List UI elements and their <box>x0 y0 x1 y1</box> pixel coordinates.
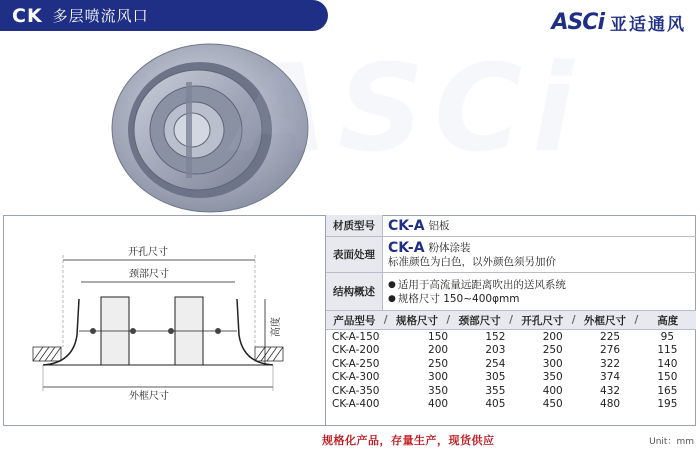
brand-name: 亚适通风 <box>610 15 686 35</box>
unit-label: Unit：mm <box>649 437 694 447</box>
cell: 432 <box>600 384 621 397</box>
header-neck: 颈部尺寸 <box>458 314 501 327</box>
cell: 300 <box>542 357 563 370</box>
cell: 405 <box>485 398 506 411</box>
frame-label: 外框尺寸 <box>129 391 169 402</box>
cell: 150 <box>657 371 678 384</box>
cell: 450 <box>542 398 563 411</box>
structure-row <box>326 273 696 311</box>
cell: 480 <box>600 398 621 411</box>
cutout-label: 开孔尺寸 <box>128 247 168 258</box>
header-spec: 规格尺寸 <box>396 314 438 327</box>
size-table-body <box>326 330 696 411</box>
material-row <box>326 215 696 237</box>
cell: 374 <box>600 371 621 384</box>
cell: 400 <box>542 384 563 397</box>
finish-label: 表面处理 <box>326 237 383 272</box>
cell: 350 <box>428 384 449 397</box>
cell-model: CK-A-400 <box>332 398 380 411</box>
brand-logo <box>551 10 686 35</box>
cell: 200 <box>542 330 563 343</box>
cell-model: CK-A-300 <box>332 371 380 384</box>
cell: 200 <box>428 344 449 357</box>
cell: 140 <box>657 357 678 370</box>
material-model: CK-A <box>388 217 425 234</box>
cell: 355 <box>485 384 506 397</box>
table-row <box>326 344 696 358</box>
cell-model: CK-A-150 <box>332 330 380 343</box>
cell-model: CK-A-250 <box>332 357 380 370</box>
cell: 95 <box>660 330 675 343</box>
height-label: 高度 <box>271 317 282 337</box>
spec-table <box>325 215 696 426</box>
structure-label: 结构概述 <box>326 273 383 310</box>
bullet-icon: ● <box>388 293 396 304</box>
header-model: 产品型号 <box>333 314 376 327</box>
product-code: CK <box>12 4 43 27</box>
cell: 115 <box>657 344 678 357</box>
table-row <box>326 384 696 398</box>
bullet-icon: ● <box>388 279 396 290</box>
cell: 254 <box>485 357 506 370</box>
header-frame: 外框尺寸 <box>584 314 627 327</box>
cell-model: CK-A-350 <box>332 384 380 397</box>
cell: 250 <box>428 357 449 370</box>
footer-slogan: 规格化产品，存量生产，现货供应 <box>322 434 495 447</box>
structure-point-2: 规格尺寸 150~400φmm <box>397 292 520 305</box>
header-height: 高度 <box>657 314 679 327</box>
header-cutout: 开孔尺寸 <box>521 314 564 327</box>
cell: 305 <box>485 371 506 384</box>
cell: 150 <box>428 330 449 343</box>
cell: 350 <box>542 371 563 384</box>
material-label: 材质型号 <box>326 215 383 236</box>
finish-note: 标准颜色为白色，以外颜色须另加价 <box>388 255 556 268</box>
watermark: ASCi <box>235 40 584 179</box>
cell: 400 <box>428 398 449 411</box>
cell: 300 <box>428 371 449 384</box>
cell: 276 <box>600 344 621 357</box>
cell: 225 <box>600 330 621 343</box>
finish-coating: 粉体涂装 <box>428 241 471 254</box>
structure-point-1: 适用于高流量远距离吹出的送风系统 <box>397 278 566 291</box>
table-row <box>326 371 696 385</box>
cell: 250 <box>542 344 563 357</box>
cell: 203 <box>485 344 506 357</box>
cell: 195 <box>657 398 678 411</box>
cell: 152 <box>485 330 506 343</box>
cell: 165 <box>657 384 678 397</box>
cell-model: CK-A-200 <box>332 344 380 357</box>
title-banner <box>0 0 328 31</box>
neck-label: 颈部尺寸 <box>129 269 169 280</box>
table-row <box>326 357 696 371</box>
table-row <box>326 330 696 344</box>
finish-row <box>326 237 696 273</box>
finish-model: CK-A <box>388 239 425 256</box>
brand-mark: ASCi <box>551 10 604 35</box>
dimension-drawing <box>3 215 325 426</box>
table-row <box>326 398 696 412</box>
cell: 322 <box>600 357 621 370</box>
product-name: 多层喷流风口 <box>52 7 149 25</box>
material-value: 铝板 <box>428 219 450 232</box>
size-table-header: 产品型号 / 规格尺寸 / 颈部尺寸 / 开孔尺寸 / 外框尺寸 / 高度 <box>326 311 696 330</box>
